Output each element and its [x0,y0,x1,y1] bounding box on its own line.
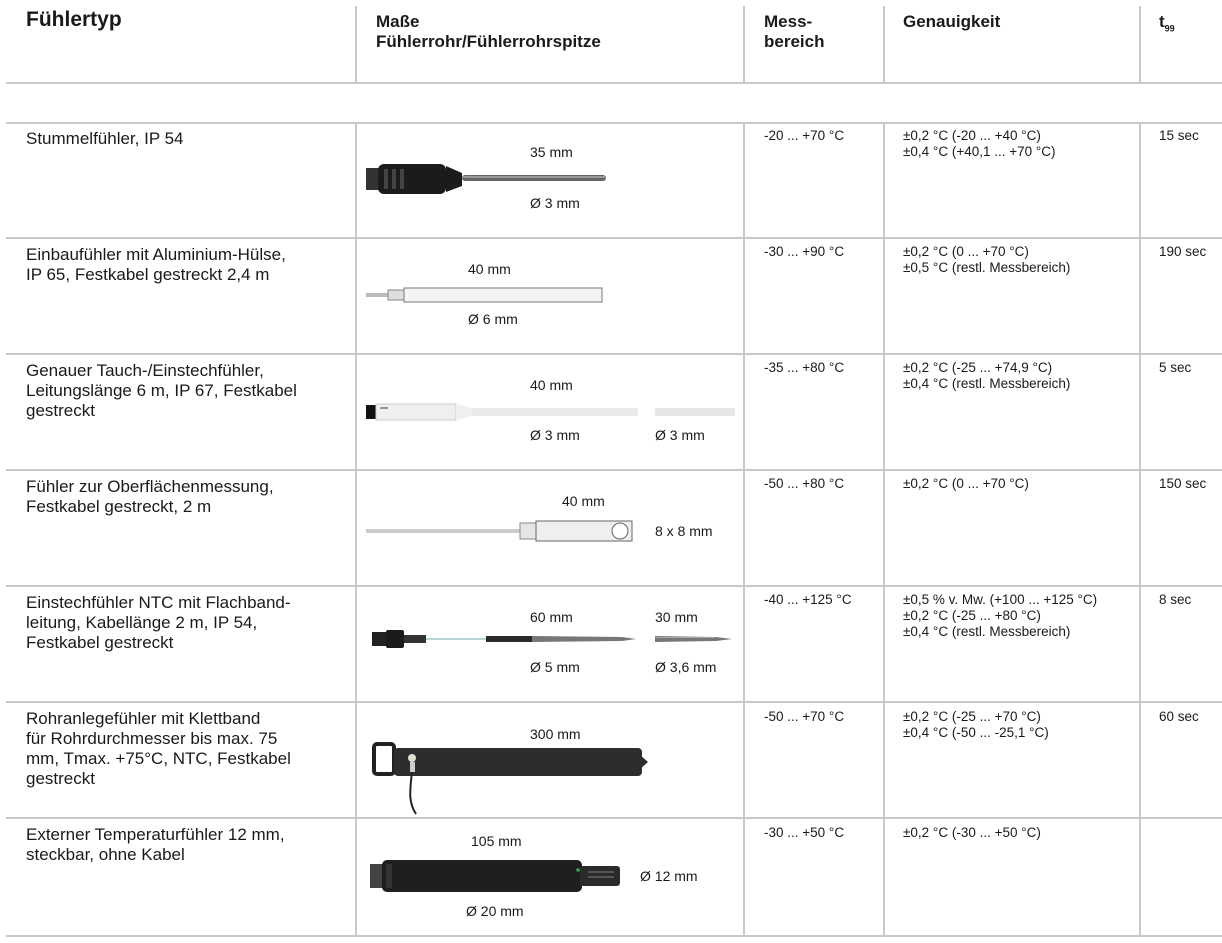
row4-range: -50 ... +80 °C [764,476,845,491]
row-rule [6,469,1222,471]
header-type: Fühlertyp [26,8,122,31]
row6-probe-image [370,740,652,816]
row7-accuracy [903,825,1041,841]
header-t99-sub: 99 [1164,23,1175,34]
row5-type-line: leitung, Kabellänge 2 m, IP 54, [26,613,258,632]
row-rule [6,817,1222,819]
row4-type-line: Festkabel gestreckt, 2 m [26,497,212,516]
row5-dim-length: 60 mm [530,609,573,625]
row6-t99: 60 sec [1159,709,1199,724]
row4-dim-length: 40 mm [562,493,605,509]
column-divider [743,6,745,83]
header-t99 [1159,12,1175,38]
row5-type-line: Einstechfühler NTC mit Flachband- [26,593,291,612]
row7-type [26,825,352,865]
row5-t99: 8 sec [1159,592,1192,607]
header-range-line2: bereich [764,32,825,51]
row3-accuracy-line: ±0,4 °C (restl. Messbereich) [903,376,1071,391]
row6-accuracy [903,709,1049,741]
row7-dim-tip-diameter: Ø 12 mm [640,868,698,884]
row6-type-line: mm, Tmax. +75°C, NTC, Festkabel [26,749,291,768]
column-divider [1139,6,1141,83]
row3-type [26,361,352,421]
row5-accuracy-line: ±0,2 °C (-25 ... +80 °C) [903,608,1041,623]
row3-type-line: gestreckt [26,401,95,420]
row1-accuracy-line: ±0,4 °C (+40,1 ... +70 °C) [903,144,1056,159]
row2-dim-diameter: Ø 6 mm [468,311,518,327]
header-range-line1: Mess- [764,12,813,31]
row1-probe-image [366,160,616,200]
header-dimensions-line2: Fühlerrohr/Fühlerrohrspitze [376,32,601,51]
row5-dim-diameter: Ø 5 mm [530,659,580,675]
row6-accuracy-line: ±0,4 °C (-50 ... -25,1 °C) [903,725,1049,740]
row5-accuracy-line: ±0,5 % v. Mw. (+100 ... +125 °C) [903,592,1098,607]
column-divider [355,6,357,83]
row6-accuracy-line: ±0,2 °C (-25 ... +70 °C) [903,709,1041,724]
row2-probe-image [366,285,606,305]
header-range [764,12,824,52]
row5-dim-tip-diameter: Ø 3,6 mm [655,659,717,675]
row4-accuracy [903,476,1029,492]
row6-dim-length: 300 mm [530,726,581,742]
column-divider [355,122,357,937]
row3-accuracy [903,360,1070,392]
row5-accuracy-line: ±0,4 °C (restl. Messbereich) [903,624,1071,639]
row3-dim-diameter: Ø 3 mm [530,427,580,443]
row4-accuracy-line: ±0,2 °C (0 ... +70 °C) [903,476,1029,491]
row3-type-line: Genauer Tauch-/Einstechfühler, [26,361,264,380]
row2-dim-length: 40 mm [468,261,511,277]
row2-accuracy-line: ±0,2 °C (0 ... +70 °C) [903,244,1029,259]
row1-dim-diameter: Ø 3 mm [530,195,580,211]
table-bottom-rule [6,935,1222,937]
row3-dim-tip-diameter: Ø 3 mm [655,427,705,443]
row4-t99: 150 sec [1159,476,1207,491]
row7-dim-length: 105 mm [471,833,522,849]
row3-probe-image [366,401,738,423]
row4-dim-size: 8 x 8 mm [655,523,713,539]
row3-dim-length: 40 mm [530,377,573,393]
row4-probe-image [366,518,638,544]
row5-accuracy [903,592,1097,640]
column-divider [743,122,745,937]
row1-type-line: Stummelfühler, IP 54 [26,129,184,148]
row1-type [26,129,352,149]
row7-dim-body-diameter: Ø 20 mm [466,903,524,919]
row2-accuracy [903,244,1070,276]
row2-type-line: IP 65, Festkabel gestreckt 2,4 m [26,265,270,284]
row6-range: -50 ... +70 °C [764,709,845,724]
row2-type-line: Einbaufühler mit Aluminium-Hülse, [26,245,286,264]
header-t99-main: t [1159,12,1165,31]
row2-t99: 190 sec [1159,244,1207,259]
row7-type-line: steckbar, ohne Kabel [26,845,185,864]
row3-t99: 5 sec [1159,360,1192,375]
row2-range: -30 ... +90 °C [764,244,845,259]
row7-probe-image [366,858,628,894]
row7-range: -30 ... +50 °C [764,825,845,840]
row3-accuracy-line: ±0,2 °C (-25 ... +74,9 °C) [903,360,1053,375]
row-rule [6,122,1222,124]
row4-type-line: Fühler zur Oberflächenmessung, [26,477,274,496]
row-rule [6,585,1222,587]
row3-range: -35 ... +80 °C [764,360,845,375]
row1-range: -20 ... +70 °C [764,128,845,143]
row6-type-line: Rohranlegefühler mit Klettband [26,709,261,728]
row6-type-line: gestreckt [26,769,95,788]
row7-accuracy-line: ±0,2 °C (-30 ... +50 °C) [903,825,1041,840]
row6-type-line: für Rohrdurchmesser bis max. 75 [26,729,278,748]
row-rule [6,237,1222,239]
row7-type-line: Externer Temperaturfühler 12 mm, [26,825,285,844]
row4-type [26,477,352,517]
row1-accuracy-line: ±0,2 °C (-20 ... +40 °C) [903,128,1041,143]
row-rule [6,701,1222,703]
row6-type [26,709,352,789]
row2-type [26,245,352,285]
row-rule [6,353,1222,355]
header-dimensions-line1: Maße [376,12,420,31]
row5-range: -40 ... +125 °C [764,592,852,607]
row5-probe-image [366,626,738,652]
header-accuracy: Genauigkeit [903,12,1001,31]
column-divider [883,6,885,83]
header-bottom-rule [6,82,1222,84]
row3-type-line: Leitungslänge 6 m, IP 67, Festkabel [26,381,297,400]
row5-dim-tip-length: 30 mm [655,609,698,625]
row5-type [26,593,352,653]
header-dimensions [376,12,601,52]
column-divider [883,122,885,937]
row2-accuracy-line: ±0,5 °C (restl. Messbereich) [903,260,1071,275]
row1-t99: 15 sec [1159,128,1199,143]
row1-accuracy [903,128,1056,160]
column-divider [1139,122,1141,937]
row5-type-line: Festkabel gestreckt [26,633,174,652]
row1-dim-length: 35 mm [530,144,573,160]
